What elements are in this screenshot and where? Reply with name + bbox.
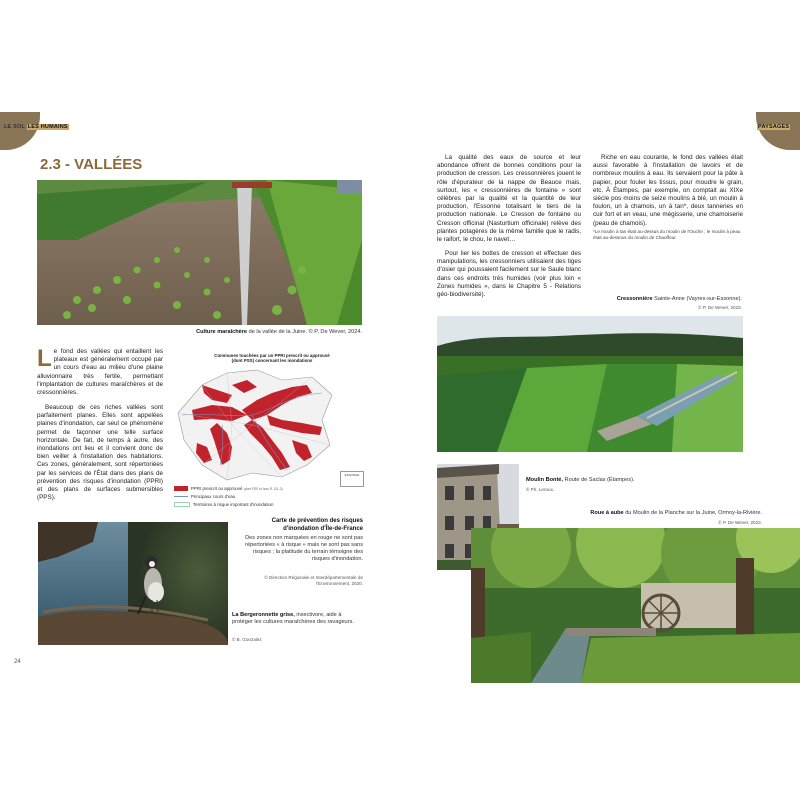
wagtail-caption-title: La Bergeronnette grise, [232,612,295,618]
header-right: PAYSAGES [758,124,790,130]
mills-paragraph: Riche en eau courante, le fond des vallées était aussi favorable à l'installation de lavoirs et de nombreux moulins à eau. Ils servaient pour la pâte à papier, pour fouler les tissus, pour moudre le grain, etc. À Étampes, par exemple, on comptait au XIXe siècle pos moins de seize moulins à blé, un moulin à foulon, un à chamois, un à tan*, deux tanneries en cuir fort et en veau, une mégisserie, une chamoiserie (peau de chamois). [593,154,743,227]
market-garden-photo [37,180,362,325]
header-left-sol: LE SOL [4,124,25,130]
cress-caption [520,296,742,303]
cress-caption-title: Cressonnière [616,296,653,302]
market-garden-caption-title: Culture maraîchère [196,329,248,335]
header-left-humains: LES HUMAINS [27,124,68,130]
moulin-bonte-caption-title: Moulin Bonté, [526,477,563,483]
market-garden-caption [170,329,362,336]
cress-bed-photo [437,316,743,452]
map-legend [174,486,354,510]
legend-rivers-label: Principaux cours d'eau [191,494,236,499]
wagtail-photo [38,522,228,645]
moulin-bonte-caption-text: Route de Saclas (Étampes). [562,477,635,483]
waterwheel-caption-text: du Moulin de la Planche sur la Juine, Ormoy-la-Rivière. [623,510,762,516]
map-credit: © Direction Régionale et Interdépartementale de l'Environnement, 2020. [264,575,363,586]
header-left [4,124,69,130]
cress-paragraph: La qualité des eaux de source et leur abondance offrent de bonnes conditions pour la production de cresson. Les cressonnières jouent le rôle d'épurateur de la nappe de Beauce mais, surtout, les « cressonnières de fontaine » sont célèbres par la qualité et la quantité de leur production, l'Essonne totalisant le tiers de la production nationale. Le Cresson de fontaine ou Cresson officinal (Nasturtium officinale) relève des plantes potagères de la même famille que le radis, le raifort, le chou, le navet… [437,154,581,244]
osier-paragraph: Pour lier les bottes de cresson et effectuer des manipulations, les cressonniers utilisaient des tiges d'osier qui poussaient facilement sur le Saule blanc dans ces endroits très humides (voir plus loin « Zones humides », dans le Chapitre 5 - Relations géo-biodiversité). [437,250,581,299]
legend-zones-swatch [174,502,190,507]
waterwheel-credit: © P. De Wever, 2023. [718,520,762,525]
map-caption-title: Carte de prévention des risques d'inondation d'Île-de-France [271,518,363,532]
map-inset-label: ESSONNE [344,473,360,477]
map-title: Communes touchées par un PPRI prescrit ou approuvé (dont PSS) concernant les inondations [214,353,330,364]
legend-zones [174,502,354,507]
legend-ppri-swatch [174,486,188,491]
moulin-bonte-caption [526,477,726,484]
map-caption [243,518,363,533]
legend-rivers [174,494,354,499]
intro-paragraph-text: e fond des vallées qui entaillent les plateaux est généralement occupé par un cours d'eau au milieu d'une plaine alluvionnaire très fertile, permettant l'implantation de cultures maraîchères et de cressonnières. [37,348,163,397]
cress-caption-text: Sainte-Anne (Vayres-sur-Essonne). [652,296,742,302]
wagtail-caption-text: insectivore, aide à protéger les cultures maraîchères des ravageurs. [232,612,354,625]
market-garden-caption-text: de la vallée de la Juine. © P. De Wever, 2024. [247,329,362,335]
legend-rivers-swatch [174,496,188,497]
flood-risk-map [172,353,364,513]
dropcap: L [37,345,52,372]
waterwheel-caption-title: Roue à aube [590,510,624,516]
floodplain-paragraph: Beaucoup de ces riches vallées sont parfaitement planes. Elles sont appelées plaines d'inondation, car seul ce phénomène permet de façonner une telle surface horizontale. De fait, de temps à autre, des inondations ont lieu et il convient donc de bien veiller à l'installation des habitations. Ces zones, généralement, sont répertoriées par les services de l'État dans des plans de prévention des risques d'inondation (PPRI) et des plans de surfaces submersibles (PPS). [37,404,163,502]
tan-mill-footnote: *Le moulin à tan était au-dessus du moulin de l'Ouche ; le moulin à peau était au-dessous du moulin de Chauffour. [593,229,741,240]
legend-ppri-note: (dont PSS et hors R. 111-3) [243,486,283,491]
legend-ppri-label: PPRI prescrit ou approuvé [191,486,243,491]
wagtail-caption [232,612,362,626]
cress-credit: © P. De Wever, 2023. [698,305,742,310]
section-title: 2.3 - VALLÉES [40,156,143,173]
waterwheel-photo [471,528,800,683]
moulin-bonte-credit: © Ph. Leroux. [526,487,555,492]
intro-paragraph [37,345,163,397]
map-inset [340,471,364,487]
wagtail-credit: © B. Gonzalez [232,637,262,642]
page-number-left: 24 [14,659,21,665]
legend-zones-label: Territoires à risque important d'inondation [193,502,274,507]
map-caption-text: Des zones non marquées en rouge ne sont pas répertoriées « à risque » mais ne sont pas sans risques ; la platitude du terrain témoigne des risques d'inondation. [245,535,363,562]
legend-ppri [174,486,354,491]
waterwheel-caption [525,510,762,517]
